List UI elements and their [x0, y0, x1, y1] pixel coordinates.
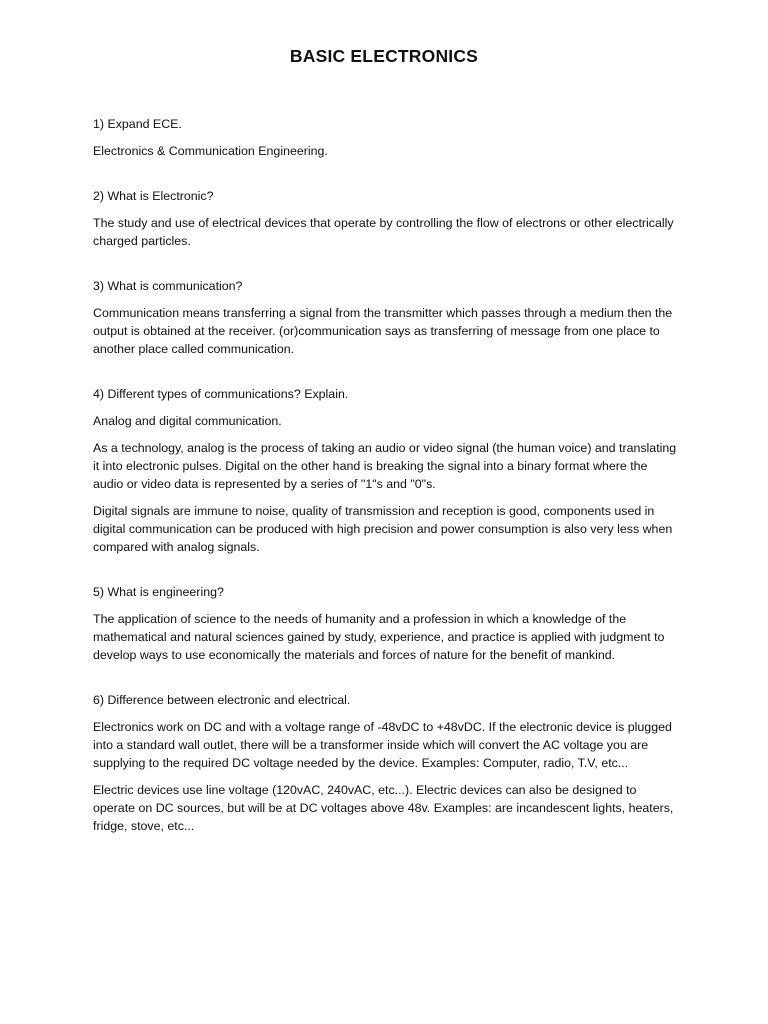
question-2: 2) What is Electronic? [93, 189, 214, 203]
section-5 [93, 583, 678, 664]
document-title: BASIC ELECTRONICS [289, 46, 479, 66]
question-5: 5) What is engineering? [93, 585, 224, 599]
answer-6-2: Electric devices use line voltage (120vAC, 240vAC, etc...). Electric devices can also be designed to operate on DC sources, but will be at DC voltages above 48v. Examples: are incandescent lights, heaters, fridge, stove, etc... [93, 783, 674, 833]
answer-3-1: Communication means transferring a signal from the transmitter which passes through a medium then the output is obtained at the receiver. (or)communication says as transferring of message from one place to another place called communication. [93, 306, 673, 356]
spacer [93, 259, 678, 277]
answer-4-3: Digital signals are immune to noise, quality of transmission and reception is good, components used in digital communication can be produced with high precision and power consumption is also very less when compared with analog signals. [93, 504, 673, 554]
spacer [93, 367, 678, 385]
section-4 [93, 385, 678, 556]
section-2 [93, 187, 678, 250]
answer-2-1: The study and use of electrical devices that operate by controlling the flow of electrons or other electrically charged particles. [93, 216, 674, 248]
spacer [93, 169, 678, 187]
answer-5-1: The application of science to the needs of humanity and a profession in which a knowledge of the mathematical and natural sciences gained by study, experience, and practice is applied with judgment to develop ways to use economically the materials and forces of nature for the benefit of mankind. [93, 612, 665, 662]
answer-4-1: Analog and digital communication. [93, 414, 282, 428]
question-6: 6) Difference between electronic and electrical. [93, 693, 351, 707]
section-6 [93, 691, 678, 835]
question-4: 4) Different types of communications? Explain. [93, 387, 349, 401]
question-1: 1) Expand ECE. [93, 117, 182, 131]
spacer [93, 673, 678, 691]
document-body [93, 115, 678, 844]
question-3: 3) What is communication? [93, 279, 243, 293]
answer-1-1: Electronics & Communication Engineering. [93, 144, 328, 158]
answer-6-1: Electronics work on DC and with a voltage range of -48vDC to +48vDC. If the electronic device is plugged into a standard wall outlet, there will be a transformer inside which will convert the AC voltage you are supplying to the required DC voltage needed by the device. Examples: Computer, radio, T.V, etc... [93, 720, 672, 770]
section-3 [93, 277, 678, 358]
answer-4-2: As a technology, analog is the process of taking an audio or video signal (the human voice) and translating it into electronic pulses. Digital on the other hand is breaking the signal into a binary format where the audio or video data is represented by a series of "1"s and "0"s. [93, 441, 677, 491]
spacer [93, 565, 678, 583]
section-1 [93, 115, 678, 160]
